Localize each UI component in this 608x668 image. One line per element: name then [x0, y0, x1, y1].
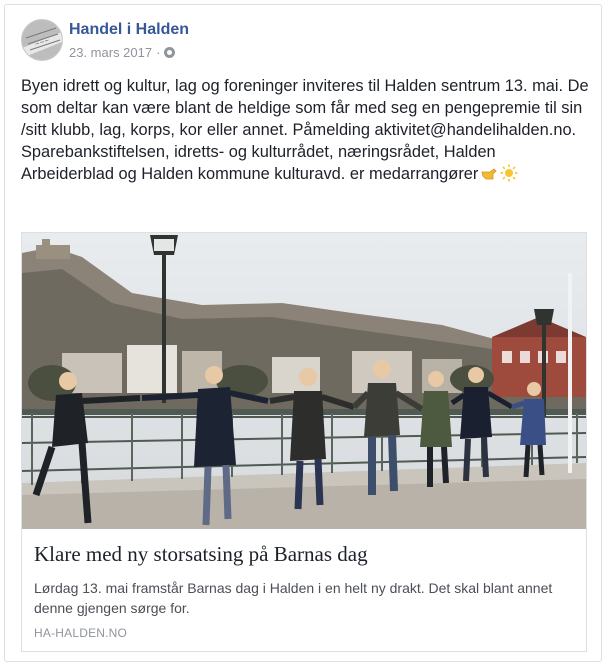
link-preview-image[interactable]: [22, 233, 586, 529]
post-body: [21, 75, 591, 185]
pointing-hand-emoji: [480, 164, 498, 182]
sun-emoji: [500, 164, 518, 182]
link-title[interactable]: Klare med ny storsatsing på Barnas dag: [34, 542, 368, 566]
link-domain: HA-HALDEN.NO: [34, 626, 128, 640]
globe-icon[interactable]: [164, 47, 175, 58]
page-avatar[interactable]: [21, 19, 63, 61]
meta-separator: ·: [156, 45, 161, 60]
post-paragraph-1: Byen idrett og kultur, lag og foreninger inviteres til Halden sentrum 13. mai. De som deltar kan være blant de heldige som får med seg en pengepremie til sin /sitt klubb, lag, korps, kor eller annet. Påmelding aktivitet@handelihalden.no.: [21, 77, 589, 139]
group-photo: [22, 233, 586, 529]
link-preview[interactable]: [21, 232, 587, 652]
post-meta: [69, 45, 175, 60]
post-paragraph-2: [21, 141, 591, 185]
svg-text:~~~: ~~~: [33, 36, 51, 49]
page-name-link[interactable]: Handel i Halden: [69, 21, 190, 38]
link-description: Lørdag 13. mai framstår Barnas dag i Halden i en helt ny drakt. Det skal blant annet denne gjengen sørge for.: [34, 580, 553, 616]
post-timestamp[interactable]: 23. mars 2017: [69, 45, 153, 60]
post-card: [4, 4, 602, 662]
post-paragraph-2-text: Sparebankstiftelsen, idretts- og kulturrådet, næringsrådet, Halden Arbeiderblad og Halden kommune kulturavd. er medarrangører: [21, 143, 496, 183]
avatar-image: [22, 20, 62, 60]
